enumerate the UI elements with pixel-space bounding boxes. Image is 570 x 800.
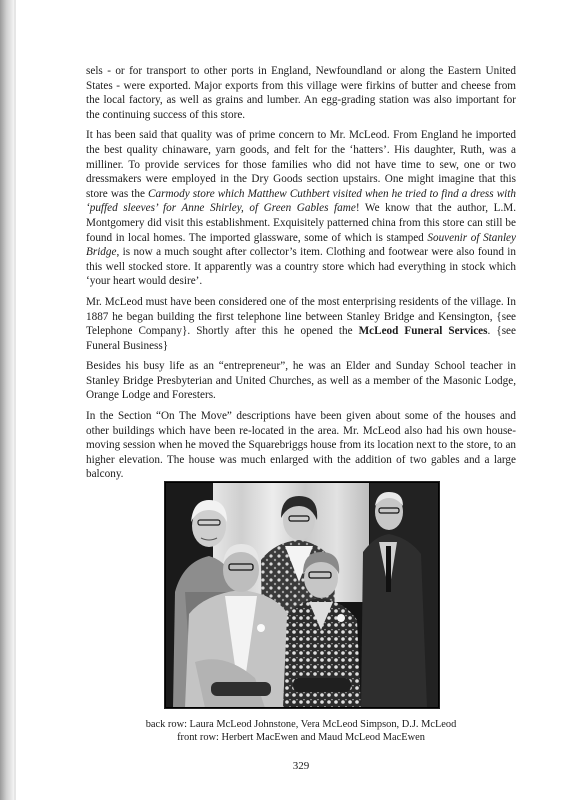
paragraph-entrepreneur: Besides his busy life as an “entrepreneur”, he was an Elder and Sunday School teacher in Stanley Bridge Presbyterian and United Churches, as well as a member of the Masonic Lodge, Orange Lodge and Foresters. [86, 360, 516, 402]
paragraph-quality [86, 128, 516, 289]
paragraph-enterprising-text-a: Mr. McLeod must have been considered one of the most enterprising residents of the village. In 1887 he began building the first telephone line between Stanley Bridge and Kensington, {see Telephone Company}. Shortly after this he opened the [86, 295, 516, 338]
paragraph-quality-text-a: It has been said that quality was of prime concern to Mr. McLeod. From England he imported the best quality chinaware, yarn goods, and felt for the ‘hatters’. His daughter, Ruth, was a milliner. To provide services for those families who did not have time to sew, one or two dressmakers were employed in the Dry Goods section upstairs. One might imagine that this store was the [86, 129, 516, 200]
paragraph-enterprising [86, 295, 516, 353]
photo-caption-front-row: front row: Herbert MacEwen and Maud McLeod MacEwen [177, 732, 425, 743]
family-photo-illustration [165, 482, 439, 708]
binding-shadow [0, 0, 14, 800]
paragraph-on-the-move: In the Section “On The Move” descriptions have been given about some of the houses and other buildings which have been re-located in the area. Mr. McLeod also had his own house-moving session when he moved the Squarebriggs house from its location next to the store, to an higher elevation. The house was much enlarged with the addition of two gables and a large balcony. [86, 410, 516, 481]
paragraph-quality-italic-souvenir: Souvenir of Stanley Bridge [86, 231, 516, 259]
paragraph-quality-text-e: , is now a much sought after collector’s item. Clothing and footwear were also found in this well stocked store. It apparently was a country store which had everything in stock which ‘your heart would desire’. [86, 246, 516, 288]
photo-caption-back-row: back row: Laura McLeod Johnstone, Vera McLeod Simpson, D.J. McLeod [145, 719, 457, 730]
paragraph-exports: sels - or for transport to other ports in England, Newfoundland or along the Eastern United States - were exported. Major exports from this village were firkins of butter and cheese from the local factory, as well as grains and lumber. An egg-grading station was also important for the continuing success of this store. [86, 65, 516, 121]
page-edge [14, 0, 16, 800]
family-photo [165, 482, 439, 708]
paragraph-quality-text-c: ! We know that the author, L.M. Montgomery did visit this establishment. Exquisitely patterned china from this store can still be found in local homes. The imported glassware, some of which is stamped [86, 202, 516, 244]
body-text [86, 64, 516, 488]
paragraph-enterprising-bold-funeral: McLeod Funeral Services [358, 325, 488, 338]
paragraph-enterprising-text-c: . {see Funeral Business} [86, 325, 516, 352]
paragraph-quality-italic-carmody: Carmody store which Matthew Cuthbert visited when he tried to find a dress with ‘puffed sleeves’ for Anne Shirley, of Green Gables fame [86, 187, 516, 215]
page-number: 329 [292, 760, 310, 772]
